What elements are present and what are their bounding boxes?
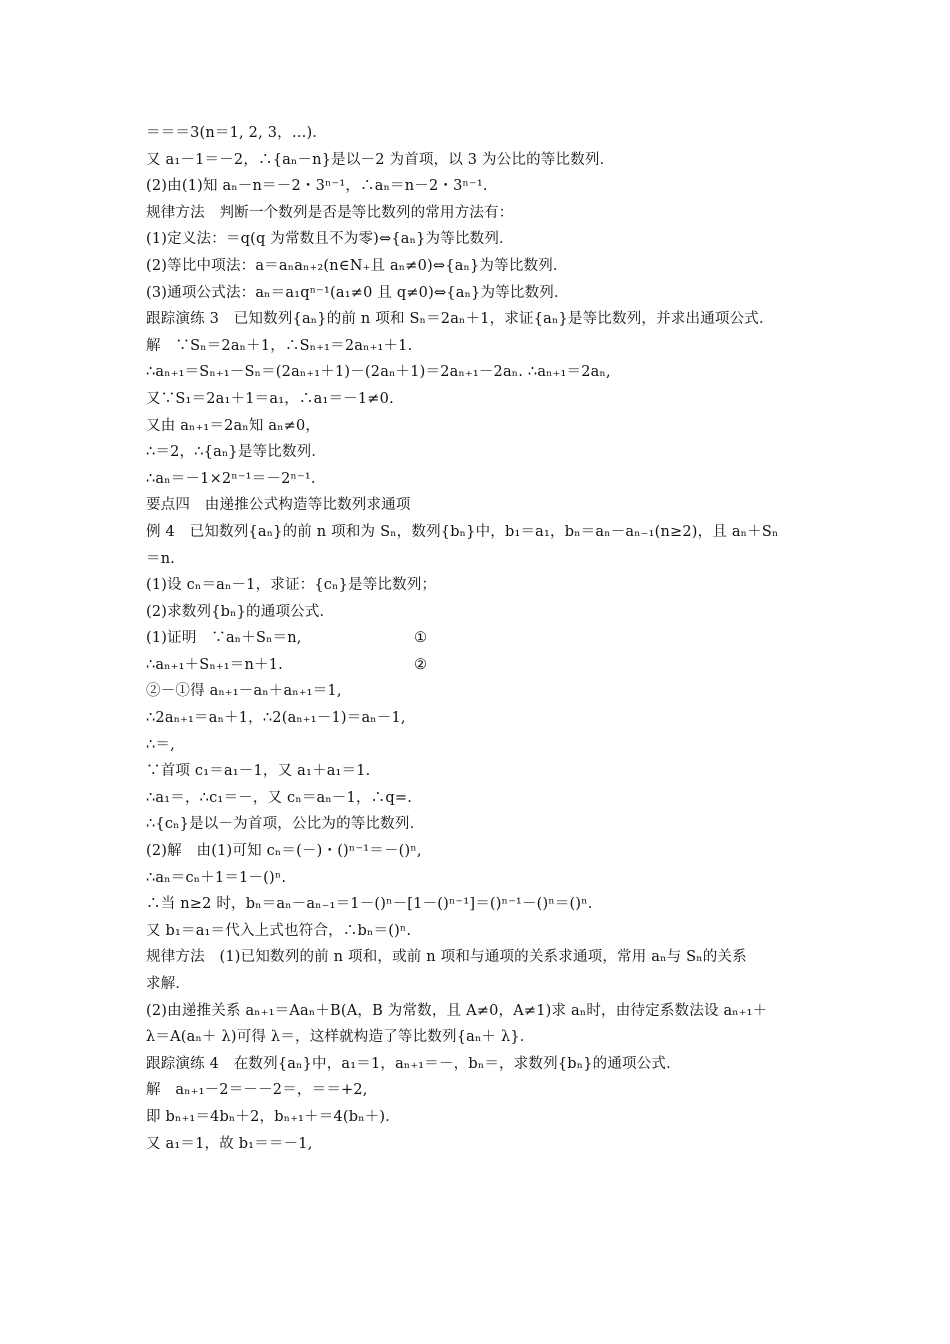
text-line-19: (2)求数列{bₙ}的通项公式． bbox=[146, 603, 335, 620]
text-line-34: (2)由递推关系 aₙ₊₁＝Aaₙ＋B(A，B 为常数，且 A≠0，A≠1)求 aₙ时，由待定系数法设 aₙ₊₁＋ bbox=[146, 1002, 768, 1019]
text-line-10: ∴aₙ₊₁＝Sₙ₊₁－Sₙ＝(2aₙ₊₁＋1)－(2aₙ＋1)＝2aₙ₊₁－2aₙ. ∴aₙ₊₁＝2aₙ, bbox=[146, 364, 611, 381]
proof-line-2: ∴aₙ₊₁＋Sₙ₊₁＝n＋1. bbox=[146, 656, 283, 673]
text-line-31: 又 b₁＝a₁＝代入上式也符合，∴bₙ＝()ⁿ. bbox=[146, 922, 412, 939]
equation-marker-2: ② bbox=[414, 656, 428, 673]
text-line-21 bbox=[146, 652, 826, 679]
text-line-12: 又由 aₙ₊₁＝2aₙ知 aₙ≠0， bbox=[146, 417, 321, 434]
text-line-22: ②－①得 aₙ₊₁－aₙ＋aₙ₊₁＝1, bbox=[146, 683, 342, 700]
text-line-2: 又 a₁－1＝－2，∴{aₙ－n}是以－2 为首项，以 3 为公比的等比数列． bbox=[146, 151, 615, 168]
method-heading-2: 规律方法 (1)已知数列的前 n 项和，或前 n 项和与通项的关系求通项，常用 aₙ与 Sₙ的关系 bbox=[146, 949, 747, 966]
text-line-1: ＝＝＝3(n＝1, 2, 3，…)． bbox=[146, 125, 328, 141]
text-line-17: ＝n. bbox=[146, 550, 176, 567]
text-line-30: ∴当 n≥2 时，bₙ＝aₙ－aₙ₋₁＝1－()ⁿ－[1－()ⁿ⁻¹]＝()ⁿ⁻¹－()ⁿ＝()ⁿ. bbox=[146, 896, 593, 913]
text-line-26: ∴a₁＝，∴c₁＝－，又 cₙ＝aₙ－1，∴q=. bbox=[146, 789, 413, 806]
text-line-13: ∴＝2，∴{aₙ}是等比数列． bbox=[146, 444, 327, 461]
text-line-18: (1)设 cₙ＝aₙ－1，求证：{cₙ}是等比数列； bbox=[146, 577, 437, 594]
text-line-23: ∴2aₙ₊₁＝aₙ＋1，∴2(aₙ₊₁－1)＝aₙ－1, bbox=[146, 710, 406, 727]
text-line-9: 解 ∵Sₙ＝2aₙ＋1，∴Sₙ₊₁＝2aₙ₊₁＋1. bbox=[146, 337, 413, 354]
example-4-heading: 例 4 已知数列{aₙ}的前 n 项和为 Sₙ，数列{bₙ}中，b₁＝a₁，bₙ＝aₙ－aₙ₋₁(n≥2)，且 aₙ＋Sₙ bbox=[146, 523, 779, 540]
text-line-38: 即 bₙ₊₁＝4bₙ＋2，bₙ₊₁＋＝4(bₙ＋)． bbox=[146, 1108, 400, 1125]
text-line-24: ∴＝, bbox=[146, 736, 175, 753]
proof-line-1: (1)证明 ∵aₙ＋Sₙ＝n, bbox=[146, 630, 302, 647]
section-heading-4: 要点四 由递推公式构造等比数列求通项 bbox=[146, 497, 411, 514]
text-line-5: (1)定义法：＝q(q 为常数且不为零)⇔{aₙ}为等比数列． bbox=[146, 231, 514, 248]
method-heading-1: 规律方法 判断一个数列是否是等比数列的常用方法有： bbox=[146, 204, 514, 221]
text-line-37: 解 aₙ₊₁－2＝－－2＝，＝＝+2, bbox=[146, 1082, 368, 1099]
text-line-39: 又 a₁＝1，故 b₁＝＝－1, bbox=[146, 1135, 313, 1152]
text-line-7: (3)通项公式法：aₙ＝a₁qⁿ⁻¹(a₁≠0 且 q≠0)⇔{aₙ}为等比数列． bbox=[146, 284, 569, 301]
text-line-29: ∴aₙ＝cₙ＋1＝1－()ⁿ. bbox=[146, 869, 287, 886]
text-line-27: ∴{cₙ}是以－为首项，公比为的等比数列． bbox=[146, 816, 425, 833]
text-line-6: (2)等比中项法：a＝aₙaₙ₊₂(n∈N₊且 aₙ≠0)⇔{aₙ}为等比数列． bbox=[146, 257, 568, 274]
text-line-25: ∵首项 c₁＝a₁－1，又 a₁＋a₁＝1. bbox=[146, 763, 371, 780]
text-line-33: 求解． bbox=[146, 976, 191, 992]
text-line-3: (2)由(1)知 aₙ－n＝－2・3ⁿ⁻¹，∴aₙ＝n－2・3ⁿ⁻¹. bbox=[146, 178, 488, 195]
exercise-3-heading: 跟踪演练 3 已知数列{aₙ}的前 n 项和 Sₙ＝2aₙ＋1，求证{aₙ}是等比数列，并求出通项公式． bbox=[146, 311, 774, 328]
text-line-20 bbox=[146, 625, 826, 652]
text-line-35: λ＝A(aₙ＋ λ)可得 λ＝，这样就构造了等比数列{aₙ＋ λ}． bbox=[146, 1029, 535, 1046]
document-body bbox=[146, 120, 826, 1157]
exercise-4-heading: 跟踪演练 4 在数列{aₙ}中，a₁＝1，aₙ₊₁＝－，bₙ＝，求数列{bₙ}的通项公式． bbox=[146, 1055, 681, 1072]
text-line-28: (2)解 由(1)可知 cₙ＝(－)・()ⁿ⁻¹＝－()ⁿ, bbox=[146, 843, 422, 860]
equation-marker-1: ① bbox=[414, 630, 428, 647]
text-line-14: ∴aₙ＝－1×2ⁿ⁻¹＝－2ⁿ⁻¹. bbox=[146, 470, 316, 487]
text-line-11: 又∵S₁＝2a₁＋1＝a₁，∴a₁＝－1≠0. bbox=[146, 390, 394, 407]
